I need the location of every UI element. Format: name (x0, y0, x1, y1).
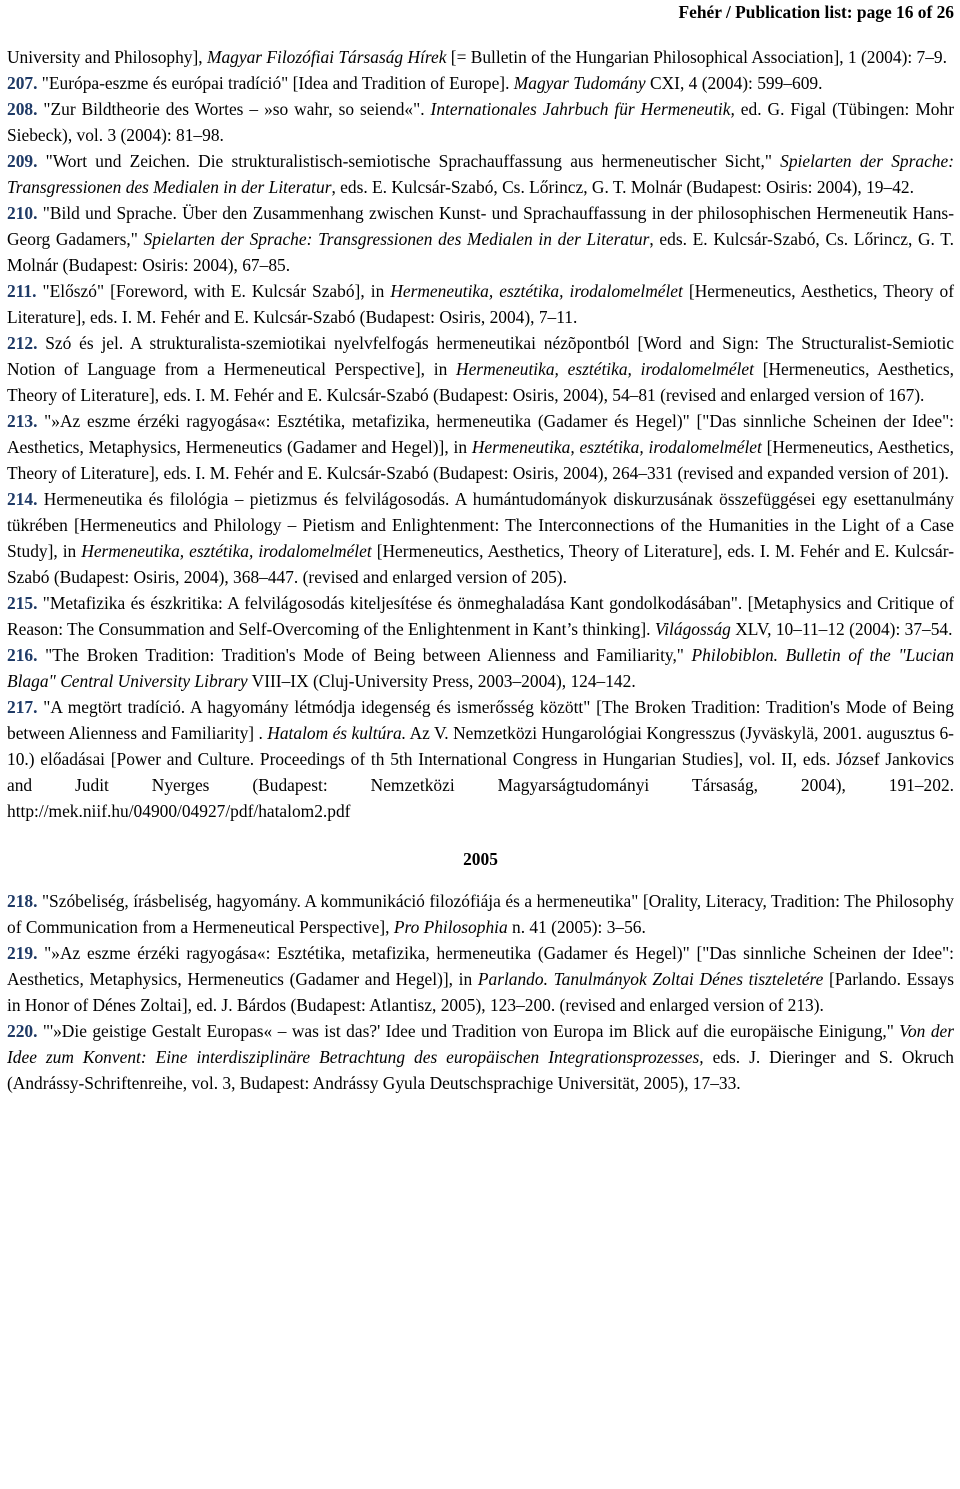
entry-text: "Metafizika és észkritika: A felvilágosodás kiteljesítése és önmeghaladása Kant gondolkodásában". [Metaphysics and Critique of Reason: The Consummation and Self-Overcoming of the Enlightenment in Kant’s thinking]. (7, 593, 954, 639)
entry-number: 218. (7, 891, 38, 911)
entry-number: 216. (7, 645, 38, 665)
page-header: Fehér / Publication list: page 16 of 26 (678, 2, 954, 22)
entry-text: "»Az eszme érzéki ragyogása«: Esztétika, metafizika, hermeneutika (Gadamer és Hegel)" ["Das sinnliche Scheinen der Idee": Aesthetics, Metaphysics, Hermeneutics (Gadamer and Hegel)], in (7, 943, 954, 989)
entry-title-italic: Parlando. Tanulmányok Zoltai Dénes tiszteletére (477, 969, 824, 989)
entry-title-italic: Spielarten der Sprache: Transgressionen des Medialen in der Literatur (7, 151, 955, 197)
entry-title-italic: Világosság (654, 619, 731, 639)
publication-entry (7, 96, 954, 148)
entry-number: 209. (7, 151, 38, 171)
entry-title-italic: Hermeneutika, esztétika, irodalomelmélet (456, 359, 754, 379)
publication-entry (7, 408, 954, 486)
entry-number: 213. (7, 411, 38, 431)
entry-text: Az V. Nemzetközi Hungarológiai Kongresszus (Jyväskylä, 2001. augusztus 6-10.) előadásai [Power and Culture. Proceedings of th 5th International Congress in Hungarian Studies], vol. II, eds. József Jankovics and Judit Nyerges (Budapest: Nemzetközi Magyarságtudományi Társaság, 2004), 191–202. http://mek.niif.hu/04900/04927/pdf/hatalom2.pdf (7, 723, 954, 821)
entry-text: "Wort und Zeichen. Die strukturalistisch-semiotische Sprachauffassung aus hermeneutischer Sicht," (37, 151, 781, 171)
entry-text: "'»Die geistige Gestalt Europas« – was ist das?' Idee und Tradition von Europa im Blick auf die europäische Einigung," (37, 1021, 900, 1041)
entry-title-italic: Hatalom és kultúra. (267, 723, 407, 743)
publication-entry (7, 694, 954, 824)
entry-text: "Európa-eszme és európai tradíció" [Idea and Tradition of Europe]. (37, 73, 514, 93)
publication-entry (7, 200, 954, 278)
entry-text: ed. G. Figal (Tübingen: Mohr Siebeck), vol. 3 (2004): 81–98. (7, 99, 954, 145)
entry-text: [Hermeneutics, Aesthetics, Theory of Literature], eds. I. M. Fehér and E. Kulcsár-Szabó (Budapest: Osiris, 2004), 54–81 (revised and enlarged version of 167). (7, 359, 954, 405)
entry-number: 208. (7, 99, 38, 119)
publication-entry (7, 486, 954, 590)
entry-text: "The Broken Tradition: Tradition's Mode of Being between Alienness and Familiarity," (37, 645, 692, 665)
entry-text: [Hermeneutics, Aesthetics, Theory of Literature], eds. I. M. Fehér and E. Kulcsár-Szabó (Budapest: Osiris, 2004), 368–447. (revised and enlarged version of 205). (7, 541, 955, 587)
entry-text: "Szóbeliség, írásbeliség, hagyomány. A kommunikáció filozófiája és a hermeneutika" [Orality, Literacy, Tradition: The Philosophy of Communication from a Hermeneutical Perspective], (7, 891, 954, 937)
entry-text: , eds. E. Kulcsár-Szabó, Cs. Lőrincz, G. T. Molnár (Budapest: Osiris: 2004), 67–85. (7, 229, 954, 275)
publication-entry (7, 148, 954, 200)
entry-text: "A megtört tradíció. A hagyomány létmódja idegenség és ismerősség között" [The Broken Tradition: Tradition's Mode of Being between Alienness and Familiarity] . (7, 697, 954, 743)
entry-text: eds. J. Dieringer and S. Okruch (Andrássy-Schriftenreihe, vol. 3, Budapest: Andrássy Gyula Deutschsprachige Universität, 2005), 17–33. (7, 1047, 954, 1093)
entries-2005 (7, 888, 954, 1096)
entry-title-italic: Magyar Tudomány (513, 73, 646, 93)
entry-title-italic: Hermeneutika, esztétika, irodalomelmélet (390, 281, 683, 301)
entry-number: 217. (7, 697, 38, 717)
entry-text: [Parlando. Essays in Honor of Dénes Zoltai], ed. J. Bárdos (Budapest: Atlantisz, 2005), 123–200. (revised and enlarged version of 213). (7, 969, 954, 1015)
publication-entry (7, 888, 954, 940)
entry-title-italic: Hermeneutika, esztétika, irodalomelmélet (471, 437, 762, 457)
entry-number: 219. (7, 943, 38, 963)
entry-number: 215. (7, 593, 38, 613)
entries-2004 (7, 70, 954, 824)
entry-text: "Előszó" [Foreword, with E. Kulcsár Szabó], in (36, 281, 391, 301)
entry-text: "»Az eszme érzéki ragyogása«: Esztétika, metafizika, hermeneutika (Gadamer és Hegel)" ["Das sinnliche Scheinen der Idee": Aesthetics, Metaphysics, Hermeneutics (Gadamer and Hegel)], in (7, 411, 954, 457)
year-heading: 2005 (463, 849, 498, 869)
entry-text: "Zur Bildtheorie des Wortes – »so wahr, so seiend«". (37, 99, 431, 119)
entry-text: "Bild und Sprache. Über den Zusammenhang zwischen Kunst- und Sprachauffassung in der philosophischen Hermeneutik Hans-Georg Gadamers," (7, 203, 954, 249)
entry-text: [Hermeneutics, Aesthetics, Theory of Literature], eds. I. M. Fehér and E. Kulcsár-Szabó (Budapest: Osiris, 2004), 7–11. (7, 281, 954, 327)
publication-entry (7, 70, 954, 96)
entry-number: 220. (7, 1021, 38, 1041)
publication-entry (7, 642, 954, 694)
publication-entry (7, 940, 954, 1018)
entry-text: Hermeneutika és filológia – pietizmus és felvilágosodás. A humántudományok diskurzusának összefüggései egy esettanulmány tükrében [Hermeneutics and Philology – Pietism and Enlightenment: The Interconnections of the Humanities in the Light of a Case Study], in (7, 489, 954, 561)
entry-text: Szó és jel. A strukturalista-szemiotikai nyelvfelfogás hermeneutikai nézõpontból [Word and Sign: The Structuralist-Semiotic Notion of Language from a Hermeneutical Perspective], in (7, 333, 954, 379)
publication-entry (7, 330, 954, 408)
entry-title-italic: Hermeneutika, esztétika, irodalomelmélet (81, 541, 372, 561)
entry-text: [Hermeneutics, Aesthetics, Theory of Literature], eds. I. M. Fehér and E. Kulcsár-Szabó (Budapest: Osiris, 2004), 264–331 (revised and expanded version of 201). (7, 437, 954, 483)
entry-number: 211. (7, 281, 37, 301)
entry-text: n. 41 (2005): 3–56. (507, 917, 646, 937)
entry-text: XLV, 10–11–12 (2004): 37–54. (730, 619, 953, 639)
entry-number: 207. (7, 73, 38, 93)
entry-number: 210. (7, 203, 38, 223)
entry-text: VIII–IX (Cluj-University Press, 2003–2004), 124–142. (247, 671, 636, 691)
entry-text: , eds. E. Kulcsár-Szabó, Cs. Lőrincz, G. T. Molnár (Budapest: Osiris: 2004), 19–42. (331, 177, 914, 197)
entry-number: 212. (7, 333, 38, 353)
entry-title-italic: Internationales Jahrbuch für Hermeneutik, (430, 99, 735, 119)
continuation-entry (7, 44, 954, 70)
publication-entry (7, 1018, 954, 1096)
entry-number: 214. (7, 489, 38, 509)
entry-title-italic: Von der Idee zum Konvent: Eine interdisziplinäre Betrachtung des europäischen Integrationsprozesses, (7, 1021, 955, 1067)
publication-entry (7, 590, 954, 642)
entry-text: [= Bulletin of the Hungarian Philosophical Association], 1 (2004): 7–9. (446, 47, 947, 67)
publication-entry (7, 278, 954, 330)
entry-title-italic: Magyar Filozófiai Társaság Hírek (206, 47, 447, 67)
entry-text: CXI, 4 (2004): 599–609. (645, 73, 823, 93)
entry-title-italic: Pro Philosophia (393, 917, 508, 937)
entry-title-italic: Spielarten der Sprache: Transgressionen des Medialen in der Literatur (143, 229, 650, 249)
entry-title-italic: Philobiblon. Bulletin of the "Lucian Blaga" Central University Library (7, 645, 954, 691)
entry-text: University and Philosophy], (7, 47, 207, 67)
